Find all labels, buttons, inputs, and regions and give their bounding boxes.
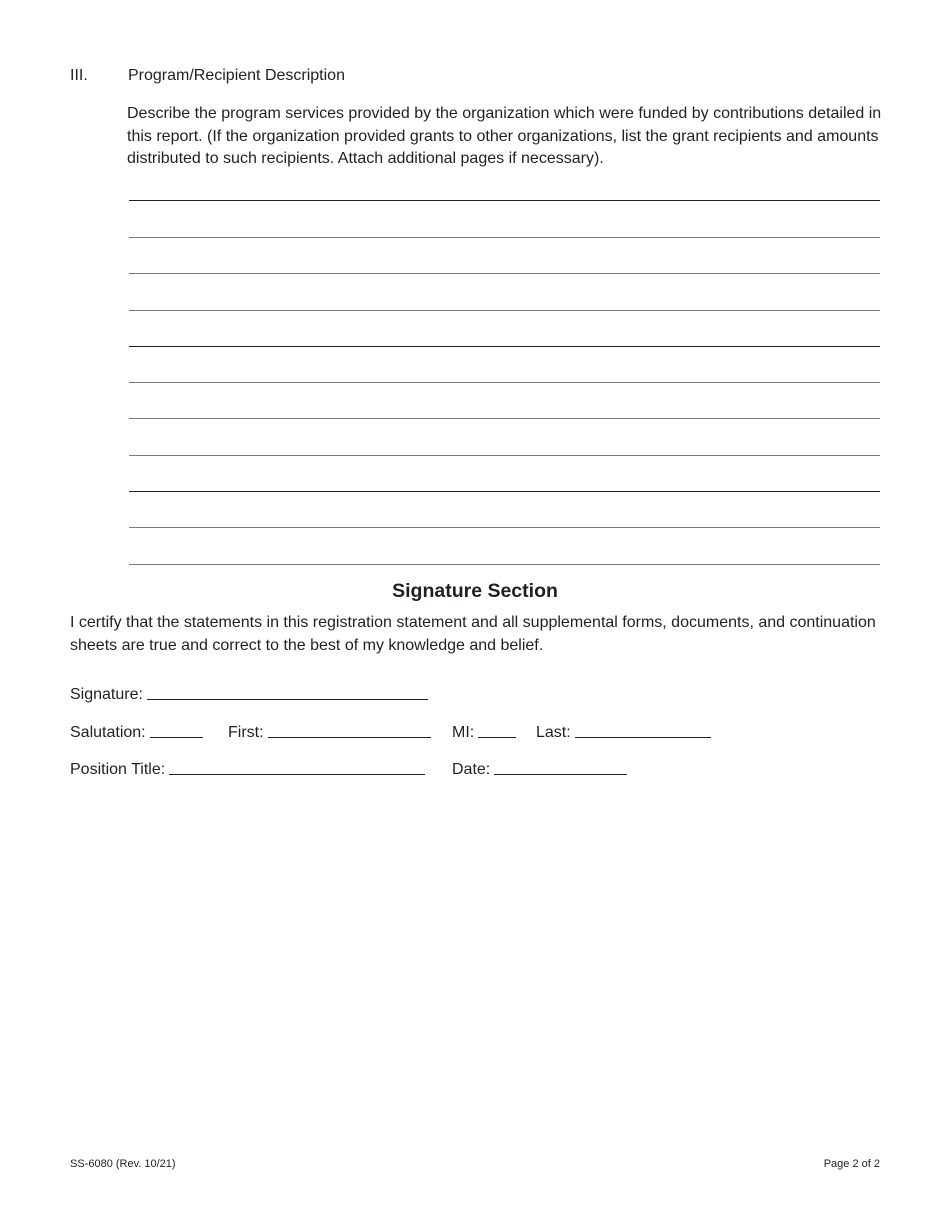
section-title: Program/Recipient Description	[128, 67, 345, 84]
middle-initial-label: MI:	[452, 724, 475, 741]
certification-text: I certify that the statements in this registration statement and all supplemental forms, documents, and continuation sheets are true and correct to the best of my knowledge and belief.	[70, 614, 876, 654]
salutation-field	[70, 724, 203, 742]
signature-input[interactable]	[147, 698, 428, 700]
last-name-label: Last:	[536, 724, 571, 741]
writing-line[interactable]	[129, 527, 880, 528]
middle-initial-input[interactable]	[478, 736, 516, 738]
writing-line[interactable]	[129, 200, 880, 201]
writing-line[interactable]	[129, 455, 880, 456]
position-title-field	[70, 761, 425, 779]
writing-line[interactable]	[129, 491, 880, 492]
position-title-label: Position Title:	[70, 761, 166, 778]
form-id: SS-6080 (Rev. 10/21)	[70, 1158, 176, 1170]
position-title-input[interactable]	[169, 773, 425, 775]
writing-line[interactable]	[129, 237, 880, 238]
signature-section-title: Signature Section	[392, 580, 558, 602]
signature-field	[70, 686, 428, 704]
first-name-input[interactable]	[268, 736, 431, 738]
middle-initial-field	[452, 724, 516, 742]
section-number: III.	[70, 67, 88, 84]
page-number: Page 2 of 2	[823, 1158, 880, 1170]
first-name-field	[228, 724, 431, 742]
date-field	[452, 761, 627, 779]
last-name-input[interactable]	[575, 736, 711, 738]
writing-line[interactable]	[129, 418, 880, 419]
writing-line[interactable]	[129, 346, 880, 347]
date-label: Date:	[452, 761, 491, 778]
salutation-input[interactable]	[150, 736, 203, 738]
last-name-field	[536, 724, 711, 742]
first-name-label: First:	[228, 724, 264, 741]
writing-line[interactable]	[129, 564, 880, 565]
section-description: Describe the program services provided by the organization which were funded by contributions detailed in this report. (If the organization provided grants to other organizations, list the grant recipients and amounts distributed to such recipients. Attach additional pages if necessary).	[127, 105, 882, 167]
writing-line[interactable]	[129, 273, 880, 274]
writing-line[interactable]	[129, 310, 880, 311]
date-input[interactable]	[494, 773, 627, 775]
salutation-label: Salutation:	[70, 724, 146, 741]
signature-label: Signature:	[70, 686, 143, 703]
writing-line[interactable]	[129, 382, 880, 383]
